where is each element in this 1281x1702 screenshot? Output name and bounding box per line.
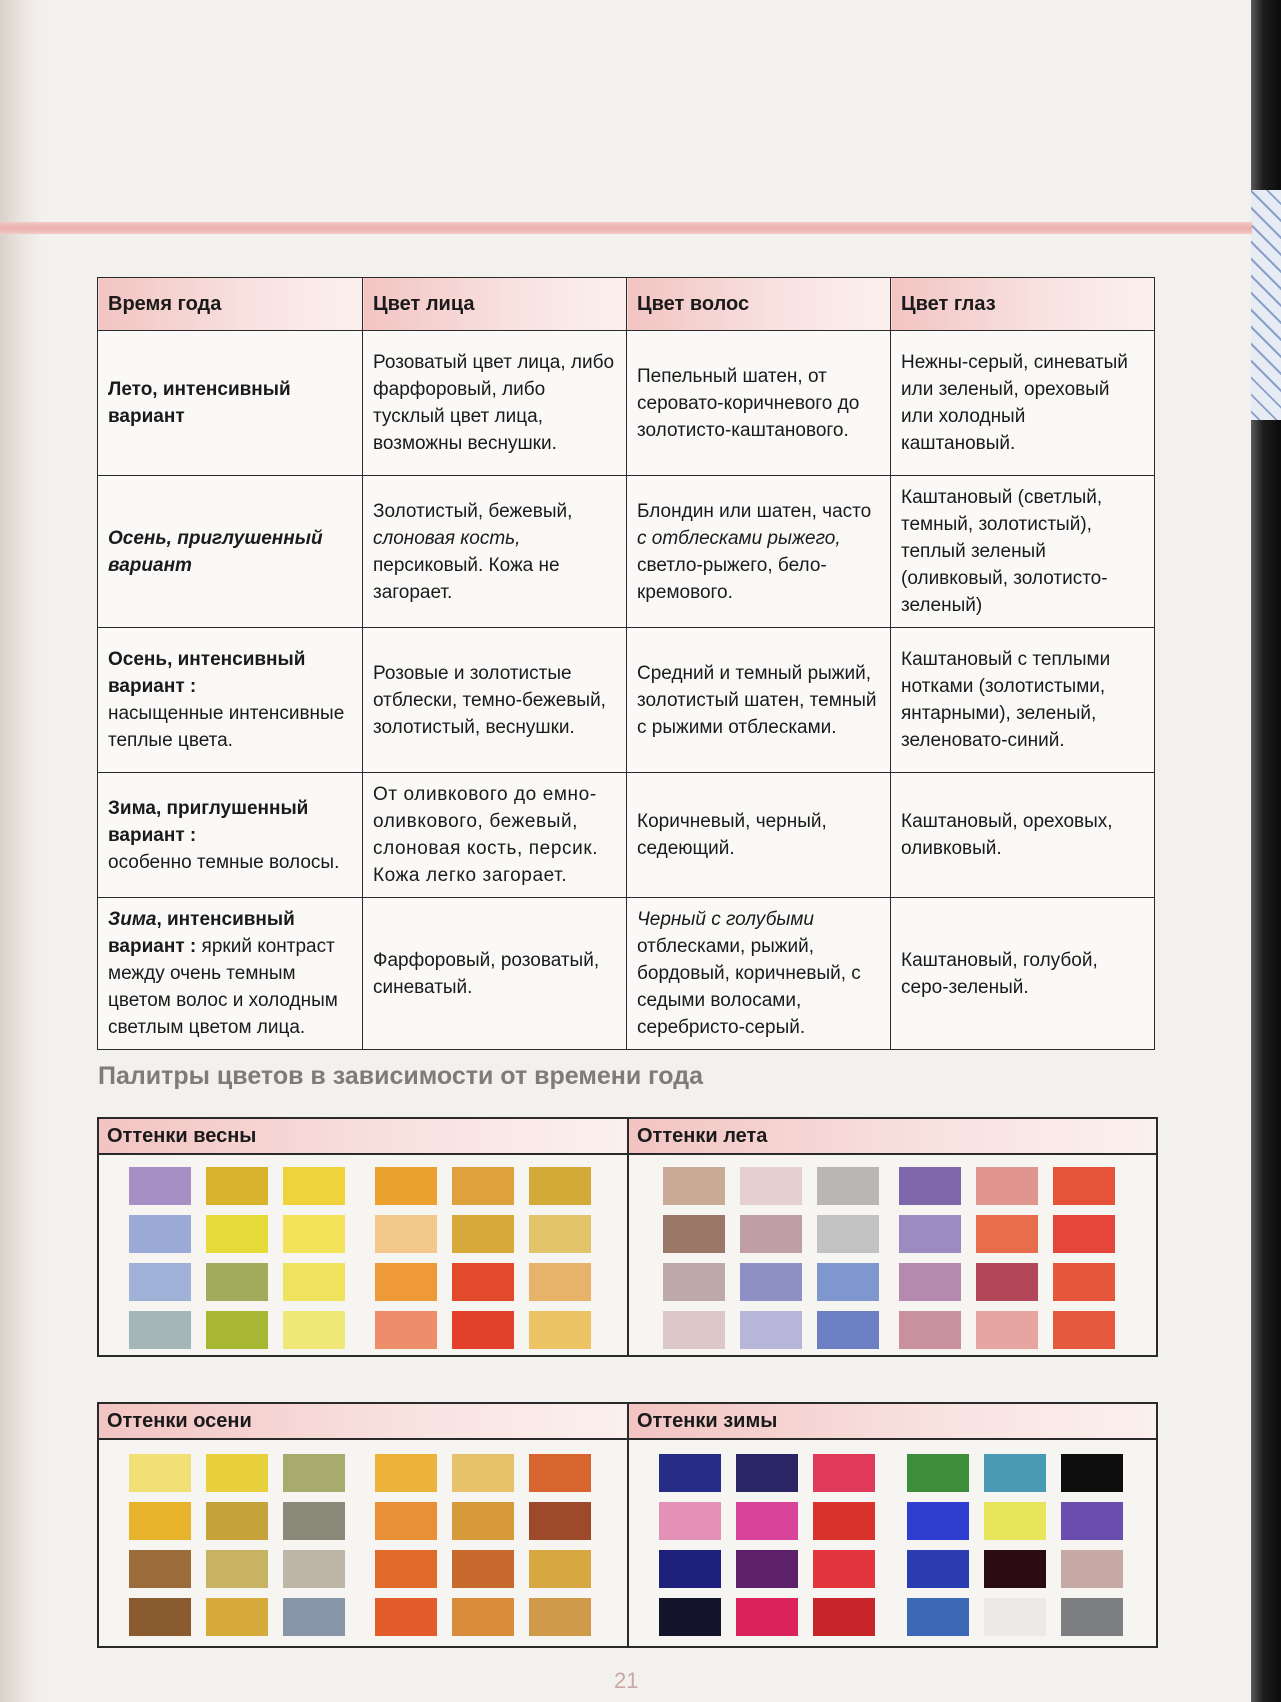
color-swatch — [663, 1263, 725, 1301]
table-row — [98, 898, 1155, 1050]
table-row — [98, 476, 1155, 628]
eyes-cell: Нежны-серый, синеватый или зеленый, ореховый или холодный каштановый. — [891, 331, 1155, 476]
color-swatch — [976, 1215, 1038, 1253]
color-swatch — [813, 1454, 875, 1492]
color-swatch — [740, 1311, 802, 1349]
season-name: , интенсивный вариант : — [108, 909, 295, 957]
color-swatch — [452, 1454, 514, 1492]
color-swatch — [206, 1454, 268, 1492]
swatch-grid — [907, 1454, 1123, 1636]
color-swatch — [740, 1167, 802, 1205]
column-header: Цвет глаз — [891, 278, 1155, 331]
color-swatch — [452, 1598, 514, 1636]
color-swatch — [529, 1502, 591, 1540]
color-swatch — [206, 1311, 268, 1349]
color-swatch — [375, 1454, 437, 1492]
color-swatch — [1053, 1263, 1115, 1301]
face-text: Золотистый, бежевый, — [373, 500, 573, 522]
color-swatch — [283, 1167, 345, 1205]
color-swatch — [984, 1502, 1046, 1540]
color-swatch — [129, 1550, 191, 1588]
color-swatch — [1061, 1598, 1123, 1636]
color-swatch — [817, 1167, 879, 1205]
color-swatch — [984, 1454, 1046, 1492]
color-swatch — [375, 1215, 437, 1253]
color-swatch — [529, 1167, 591, 1205]
hair-text: Блондин или шатен, часто — [637, 500, 872, 522]
color-swatch — [529, 1454, 591, 1492]
season-name: Лето, интенсивный вариант — [108, 379, 291, 427]
color-swatch — [663, 1311, 725, 1349]
color-swatch — [1061, 1550, 1123, 1588]
color-swatch — [206, 1167, 268, 1205]
face-cell: Фарфоровый, розоватый, синеватый. — [363, 898, 627, 1050]
face-cell: Розоватый цвет лица, либо фарфоровый, либо тусклый цвет лица, возможны веснушки. — [363, 331, 627, 476]
color-swatch — [1053, 1167, 1115, 1205]
face-cell: От оливкового до емно-оливкового, бежевый, слоновая кость, персик. Кожа легко загорает. — [363, 773, 627, 898]
color-swatch — [375, 1550, 437, 1588]
color-swatch — [206, 1598, 268, 1636]
hair-text: отблесками, рыжий, бордовый, коричневый, с седыми волосами, серебристо-серый. — [637, 936, 861, 1038]
swatch-grid — [129, 1454, 345, 1636]
season-name: Зима, приглушенный вариант : — [108, 797, 309, 846]
column-header: Время года — [98, 278, 363, 331]
color-swatch — [206, 1502, 268, 1540]
color-swatch — [659, 1454, 721, 1492]
eyes-cell: Каштановый с теплыми нотками (золотистыми, янтарными), зеленый, зеленовато-синий. — [891, 628, 1155, 773]
color-swatch — [129, 1311, 191, 1349]
eyes-cell: Каштановый, ореховых, оливковый. — [891, 773, 1155, 898]
color-swatch — [976, 1263, 1038, 1301]
season-cell — [98, 898, 363, 1050]
swatch-grid — [659, 1454, 875, 1636]
color-swatch — [283, 1502, 345, 1540]
color-swatch — [452, 1263, 514, 1301]
eyes-cell: Каштановый, голубой, серо-зеленый. — [891, 898, 1155, 1050]
season-name-italic: Зима — [108, 909, 157, 930]
color-swatch — [375, 1311, 437, 1349]
season-cell — [98, 773, 363, 898]
color-swatch — [375, 1263, 437, 1301]
season-table — [97, 277, 1155, 1050]
color-swatch — [659, 1598, 721, 1636]
table-row — [98, 773, 1155, 898]
color-swatch — [1061, 1454, 1123, 1492]
color-swatch — [452, 1550, 514, 1588]
color-swatch — [907, 1502, 969, 1540]
color-swatch — [659, 1502, 721, 1540]
patterned-fabric — [1251, 190, 1281, 420]
color-swatch — [452, 1167, 514, 1205]
face-text: персиковый. Кожа не загорает. — [373, 554, 560, 603]
color-swatch — [375, 1502, 437, 1540]
palette-title-winter: Оттенки зимы — [629, 1404, 1156, 1440]
color-swatch — [736, 1598, 798, 1636]
color-swatch — [813, 1550, 875, 1588]
face-cell — [363, 476, 627, 628]
color-swatch — [899, 1263, 961, 1301]
season-cell — [98, 476, 363, 628]
color-swatch — [283, 1454, 345, 1492]
hair-text-italic: с отблесками рыжего, — [637, 527, 841, 549]
color-swatch — [817, 1215, 879, 1253]
column-header: Цвет лица — [363, 278, 627, 331]
color-swatch — [736, 1454, 798, 1492]
color-swatch — [899, 1215, 961, 1253]
table-row — [98, 628, 1155, 773]
swatch-grid — [899, 1167, 1115, 1349]
hair-text: светло-рыжего, бело-кремового. — [637, 554, 827, 603]
face-text-italic: слоновая кость, — [373, 527, 521, 549]
palette-title-autumn: Оттенки осени — [99, 1404, 627, 1440]
hair-cell — [627, 476, 891, 628]
color-swatch — [129, 1167, 191, 1205]
color-swatch — [984, 1598, 1046, 1636]
color-swatch — [659, 1550, 721, 1588]
color-swatch — [283, 1263, 345, 1301]
palette-divider — [627, 1119, 629, 1355]
color-swatch — [206, 1215, 268, 1253]
palette-box-spring-summer — [97, 1117, 1158, 1357]
color-swatch — [663, 1167, 725, 1205]
season-cell — [98, 628, 363, 773]
table-header-row — [98, 278, 1155, 331]
color-swatch — [907, 1598, 969, 1636]
color-swatch — [529, 1263, 591, 1301]
color-swatch — [976, 1167, 1038, 1205]
season-cell — [98, 331, 363, 476]
color-swatch — [1053, 1311, 1115, 1349]
color-swatch — [375, 1167, 437, 1205]
table-row — [98, 331, 1155, 476]
swatch-grid — [129, 1167, 345, 1349]
color-swatch — [452, 1215, 514, 1253]
color-swatch — [129, 1598, 191, 1636]
color-swatch — [899, 1167, 961, 1205]
color-swatch — [452, 1311, 514, 1349]
color-swatch — [976, 1311, 1038, 1349]
palette-title-summer: Оттенки лета — [629, 1119, 1156, 1155]
color-swatch — [129, 1454, 191, 1492]
color-swatch — [736, 1502, 798, 1540]
swatch-grid — [375, 1167, 591, 1349]
season-note: особенно темные волосы. — [108, 851, 340, 873]
palette-box-autumn-winter — [97, 1402, 1158, 1648]
color-swatch — [899, 1311, 961, 1349]
color-swatch — [813, 1502, 875, 1540]
color-swatch — [907, 1550, 969, 1588]
palette-title-spring: Оттенки весны — [99, 1119, 627, 1155]
color-swatch — [283, 1550, 345, 1588]
color-swatch — [283, 1311, 345, 1349]
swatch-grid — [663, 1167, 879, 1349]
hair-cell: Коричневый, черный, седеющий. — [627, 773, 891, 898]
page-gutter — [0, 0, 42, 1702]
color-swatch — [529, 1598, 591, 1636]
season-note: насыщенные интенсивные теплые цвета. — [108, 703, 345, 751]
color-swatch — [206, 1550, 268, 1588]
season-name: Осень, приглушенный вариант — [108, 527, 323, 576]
page-number: 21 — [614, 1668, 639, 1693]
color-swatch — [907, 1454, 969, 1492]
color-swatch — [529, 1311, 591, 1349]
header-rule — [0, 222, 1252, 234]
color-swatch — [740, 1263, 802, 1301]
hair-text-italic: Черный с голубыми — [637, 909, 814, 930]
color-swatch — [736, 1550, 798, 1588]
color-swatch — [283, 1215, 345, 1253]
color-swatch — [1061, 1502, 1123, 1540]
color-swatch — [452, 1502, 514, 1540]
palettes-subtitle: Палитры цветов в зависимости от времени года — [98, 1062, 703, 1090]
hair-cell — [627, 898, 891, 1050]
face-cell: Розовые и золотистые отблески, темно-бежевый, золотистый, веснушки. — [363, 628, 627, 773]
hair-cell: Средний и темный рыжий, золотистый шатен, темный с рыжими отблесками. — [627, 628, 891, 773]
column-header: Цвет волос — [627, 278, 891, 331]
color-swatch — [129, 1215, 191, 1253]
color-swatch — [375, 1598, 437, 1636]
color-swatch — [529, 1550, 591, 1588]
color-swatch — [740, 1215, 802, 1253]
color-swatch — [1053, 1215, 1115, 1253]
swatch-grid — [375, 1454, 591, 1636]
palette-divider — [627, 1404, 629, 1646]
color-swatch — [663, 1215, 725, 1253]
color-swatch — [206, 1263, 268, 1301]
color-swatch — [283, 1598, 345, 1636]
eyes-cell: Каштановый (светлый, темный, золотистый), теплый зеленый (оливковый, золотисто-зеленый) — [891, 476, 1155, 628]
color-swatch — [984, 1550, 1046, 1588]
color-swatch — [813, 1598, 875, 1636]
season-note: яркий контраст между очень темным цветом волос и холодным светлым цветом лица. — [108, 936, 338, 1038]
color-swatch — [529, 1215, 591, 1253]
color-swatch — [129, 1263, 191, 1301]
hair-cell: Пепельный шатен, от серовато-коричневого до золотисто-каштанового. — [627, 331, 891, 476]
color-swatch — [817, 1263, 879, 1301]
color-swatch — [817, 1311, 879, 1349]
season-name: Осень, интенсивный вариант : — [108, 649, 306, 697]
color-swatch — [129, 1502, 191, 1540]
